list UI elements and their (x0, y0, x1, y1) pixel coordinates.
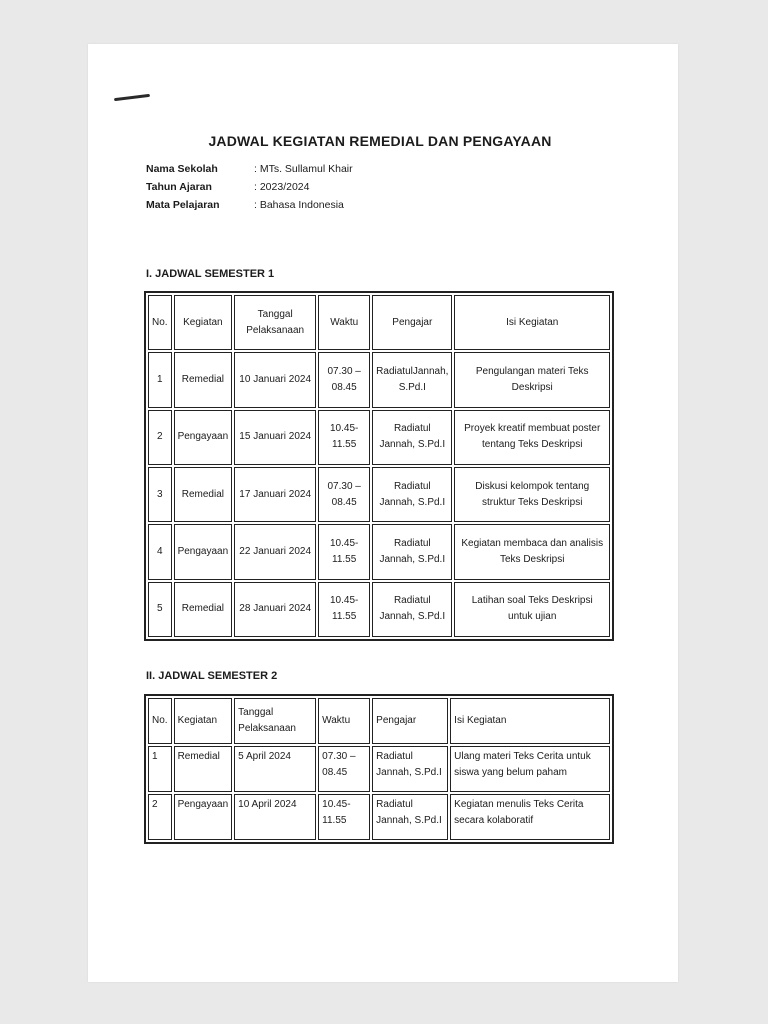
cell-no: 2 (148, 794, 172, 840)
cell-tanggal: 28 Januari 2024 (234, 582, 316, 637)
cell-isi: Pengulangan materi Teks Deskripsi (454, 352, 610, 407)
cell-isi: Kegiatan menulis Teks Cerita secara kolaboratif (450, 794, 610, 840)
header-no: No. (148, 698, 172, 744)
header-waktu: Waktu (318, 698, 370, 744)
table-header-row (148, 295, 610, 350)
table-row (148, 524, 610, 579)
cell-no: 2 (148, 410, 172, 465)
cell-isi: Ulang materi Teks Cerita untuk siswa yang belum paham (450, 746, 610, 792)
info-row-subject (146, 196, 353, 214)
cell-pengajar: Radiatul Jannah, S.Pd.I (372, 467, 452, 522)
semester-1-table (144, 291, 614, 641)
cell-waktu: 10.45-11.55 (318, 524, 370, 579)
table-row (148, 794, 610, 840)
cell-kegiatan: Pengayaan (174, 794, 233, 840)
cell-tanggal: 22 Januari 2024 (234, 524, 316, 579)
cell-waktu: 10.45-11.55 (318, 410, 370, 465)
info-value: : Bahasa Indonesia (254, 199, 344, 211)
cell-isi: Diskusi kelompok tentang struktur Teks Deskripsi (454, 467, 610, 522)
table-row (148, 582, 610, 637)
school-info (146, 160, 353, 214)
table-row (148, 746, 610, 792)
header-waktu: Waktu (318, 295, 370, 350)
cell-no: 1 (148, 746, 172, 792)
header-isi: Isi Kegiatan (450, 698, 610, 744)
cell-pengajar: Radiatul Jannah, S.Pd.I (372, 582, 452, 637)
cell-tanggal: 10 April 2024 (234, 794, 316, 840)
cell-no: 3 (148, 467, 172, 522)
info-label: Nama Sekolah (146, 163, 218, 175)
cell-kegiatan: Remedial (174, 746, 233, 792)
table-header-row (148, 698, 610, 744)
semester-2-table (144, 694, 614, 844)
cell-pengajar: Radiatul Jannah, S.Pd.I (372, 410, 452, 465)
cell-no: 4 (148, 524, 172, 579)
cell-kegiatan: Remedial (174, 352, 233, 407)
cell-no: 5 (148, 582, 172, 637)
cell-waktu: 10.45-11.55 (318, 582, 370, 637)
cell-pengajar: Radiatul Jannah, S.Pd.I (372, 746, 448, 792)
cell-tanggal: 17 Januari 2024 (234, 467, 316, 522)
cell-kegiatan: Remedial (174, 467, 233, 522)
info-value: : MTs. Sullamul Khair (254, 163, 353, 175)
header-pengajar: Pengajar (372, 295, 452, 350)
header-kegiatan: Kegiatan (174, 295, 233, 350)
table-row (148, 352, 610, 407)
cell-waktu: 07.30 – 08.45 (318, 467, 370, 522)
info-row-school (146, 160, 353, 178)
table-row (148, 467, 610, 522)
header-isi: Isi Kegiatan (454, 295, 610, 350)
cell-tanggal: 15 Januari 2024 (234, 410, 316, 465)
cell-isi: Proyek kreatif membuat poster tentang Teks Deskripsi (454, 410, 610, 465)
cell-kegiatan: Pengayaan (174, 524, 233, 579)
header-tanggal: Tanggal Pelaksanaan (234, 295, 316, 350)
cell-kegiatan: Pengayaan (174, 410, 233, 465)
header-tanggal: Tanggal Pelaksanaan (234, 698, 316, 744)
semester-1-heading: I. JADWAL SEMESTER 1 (146, 268, 275, 280)
header-no: No. (148, 295, 172, 350)
semester-2-heading: II. JADWAL SEMESTER 2 (146, 670, 278, 682)
info-label: Tahun Ajaran (146, 181, 212, 193)
cell-tanggal: 5 April 2024 (234, 746, 316, 792)
header-kegiatan: Kegiatan (174, 698, 233, 744)
table-row (148, 410, 610, 465)
document-title: JADWAL KEGIATAN REMEDIAL DAN PENGAYAAN (208, 133, 552, 149)
cell-kegiatan: Remedial (174, 582, 233, 637)
cell-tanggal: 10 Januari 2024 (234, 352, 316, 407)
cell-waktu: 10.45-11.55 (318, 794, 370, 840)
cell-isi: Kegiatan membaca dan analisis Teks Deskripsi (454, 524, 610, 579)
cell-no: 1 (148, 352, 172, 407)
info-value: : 2023/2024 (254, 181, 310, 193)
info-label: Mata Pelajaran (146, 199, 220, 211)
cell-pengajar: RadiatulJannah, S.Pd.I (372, 352, 452, 407)
cell-pengajar: Radiatul Jannah, S.Pd.I (372, 794, 448, 840)
info-row-year (146, 178, 353, 196)
cell-waktu: 07.30 – 08.45 (318, 352, 370, 407)
cell-isi: Latihan soal Teks Deskripsi untuk ujian (454, 582, 610, 637)
cell-pengajar: Radiatul Jannah, S.Pd.I (372, 524, 452, 579)
header-pengajar: Pengajar (372, 698, 448, 744)
cell-waktu: 07.30 – 08.45 (318, 746, 370, 792)
